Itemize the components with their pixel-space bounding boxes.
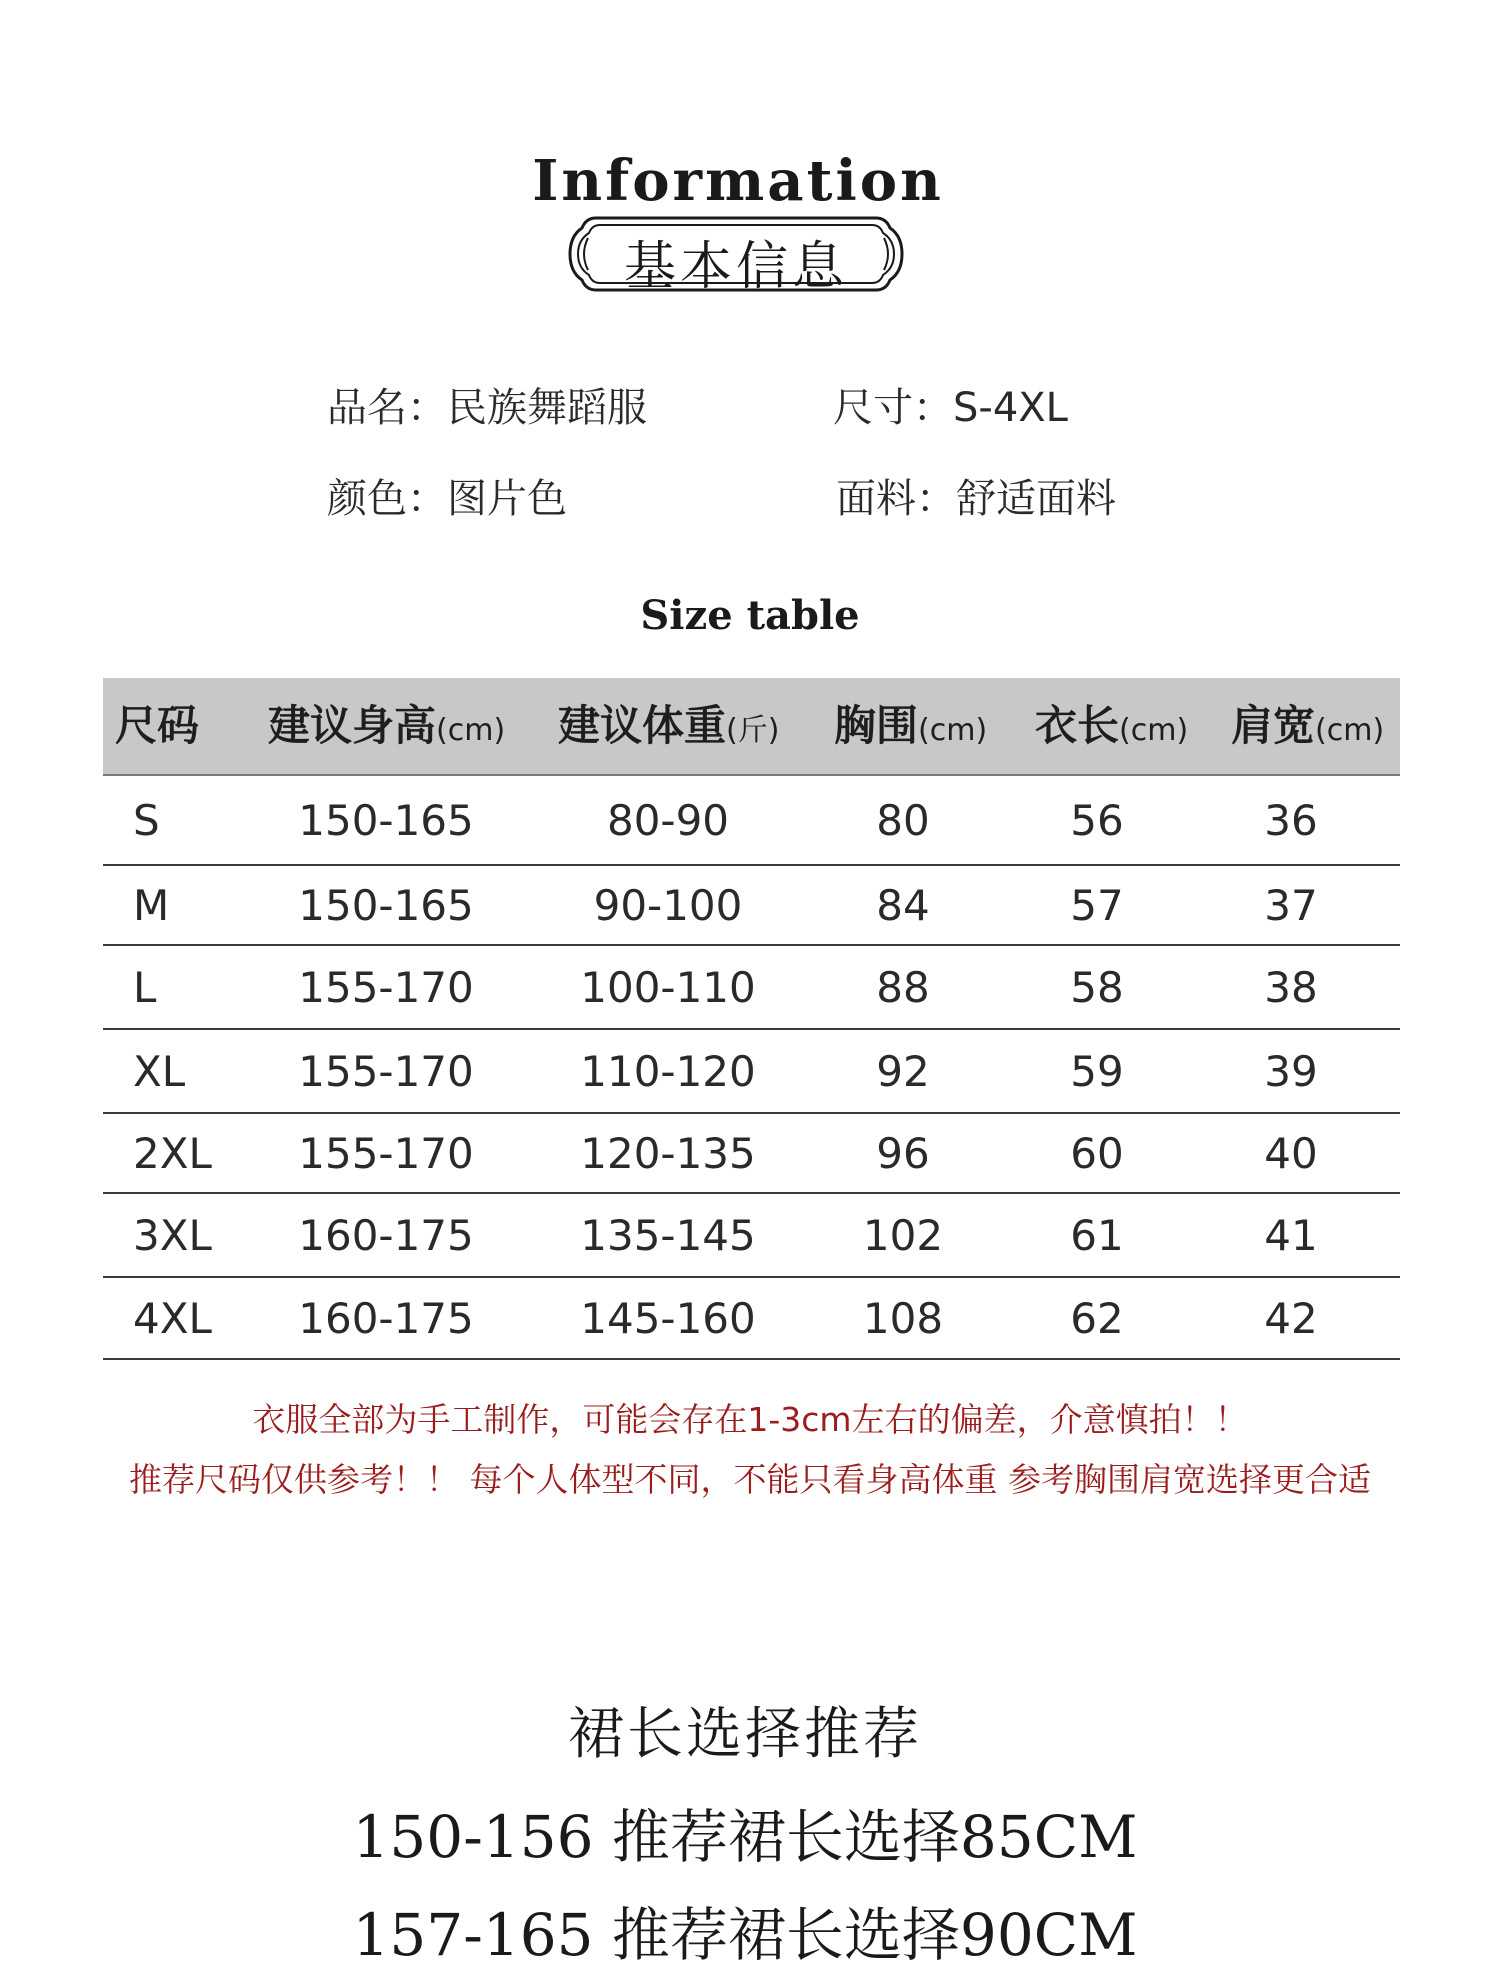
table-cell: S [133,795,160,845]
column-header [1231,678,1384,774]
table-cell: 61 [1070,1210,1124,1260]
column-header [115,678,199,774]
table-cell: 2XL [133,1128,212,1178]
info-name [327,376,647,433]
info-fabric-label: 面料： [836,476,956,522]
column-header-label: 建议身高 [268,701,437,750]
table-cell: 92 [876,1046,930,1096]
table-cell: 150-165 [298,880,474,930]
info-color-label: 颜色： [327,476,447,522]
table-cell: 3XL [133,1210,212,1260]
skirt-length-line: 157-165 推荐裙长选择90CM [352,1901,1138,1969]
column-header-label: 肩宽 [1231,701,1316,750]
size-table-header [103,678,1400,776]
table-cell: 88 [876,962,930,1012]
info-color-value: 图片色 [447,476,567,522]
table-cell: 100-110 [580,962,756,1012]
table-cell: 120-135 [580,1128,756,1178]
column-header-unit: (cm) [436,713,506,748]
table-cell: 150-165 [298,795,474,845]
note-handmade: 衣服全部为手工制作，可能会存在1-3cm左右的偏差，介意慎拍！！ [252,1400,1248,1439]
table-cell: 42 [1264,1293,1318,1343]
table-cell: XL [133,1046,186,1096]
table-cell: 59 [1070,1046,1124,1096]
info-name-label: 品名： [327,385,447,431]
skirt-length-title: 裙长选择推荐 [568,1702,922,1767]
info-name-value: 民族舞蹈服 [447,385,647,431]
table-cell: 135-145 [580,1210,756,1260]
table-cell: 60 [1070,1128,1124,1178]
table-cell: 36 [1264,795,1318,845]
table-cell: 160-175 [298,1210,474,1260]
column-header [834,678,987,774]
info-size [833,376,1068,433]
table-cell: 4XL [133,1293,212,1343]
column-header-unit: (cm) [918,713,988,748]
table-cell: 40 [1264,1128,1318,1178]
table-cell: 96 [876,1128,930,1178]
column-header-label: 建议体重 [558,701,727,750]
table-cell: 145-160 [580,1293,756,1343]
table-cell: 41 [1264,1210,1318,1260]
table-cell: M [133,880,170,930]
table-cell: 84 [876,880,930,930]
table-cell: 102 [862,1210,944,1260]
table-cell: 56 [1070,795,1124,845]
table-cell: 90-100 [593,880,743,930]
table-cell: 58 [1070,962,1124,1012]
column-header [1035,678,1188,774]
size-table [103,678,1400,1360]
table-cell: 80 [876,795,930,845]
column-header [268,678,505,774]
page-title-en: Information [532,148,944,214]
info-color [327,467,567,524]
column-header-unit: (cm) [1119,713,1189,748]
note-recommendation: 推荐尺码仅供参考！！ 每个人体型不同，不能只看身高体重 参考胸围肩宽选择更合适 [129,1460,1371,1499]
table-cell: 37 [1264,880,1318,930]
table-cell: 110-120 [580,1046,756,1096]
table-cell: 155-170 [298,1128,474,1178]
table-cell: L [133,962,157,1012]
info-size-value: S-4XL [953,385,1068,431]
table-cell: 39 [1264,1046,1318,1096]
column-header-label: 尺码 [115,701,200,750]
info-size-label: 尺寸： [833,385,953,431]
table-cell: 62 [1070,1293,1124,1343]
table-cell: 155-170 [298,962,474,1012]
column-header-label: 胸围 [834,701,919,750]
page-title-cn: 基本信息 [623,237,848,297]
table-row [103,866,1400,946]
table-row [103,776,1400,866]
info-fabric-value: 舒适面料 [956,476,1116,522]
column-header-unit: (斤) [726,713,780,748]
table-row [103,1278,1400,1360]
size-table-body [103,776,1400,1360]
table-row [103,946,1400,1030]
column-header-unit: (cm) [1315,713,1385,748]
info-fabric [836,467,1116,524]
title-badge [568,214,904,297]
column-header-label: 衣长 [1035,701,1120,750]
table-row [103,1194,1400,1278]
skirt-length-line: 150-156 推荐裙长选择85CM [352,1803,1138,1871]
table-row [103,1030,1400,1114]
size-table-title: Size table [640,592,860,639]
table-cell: 38 [1264,962,1318,1012]
table-cell: 108 [862,1293,944,1343]
table-cell: 80-90 [606,795,730,845]
table-cell: 57 [1070,880,1124,930]
column-header [558,678,779,774]
table-row [103,1114,1400,1194]
table-cell: 155-170 [298,1046,474,1096]
table-cell: 160-175 [298,1293,474,1343]
